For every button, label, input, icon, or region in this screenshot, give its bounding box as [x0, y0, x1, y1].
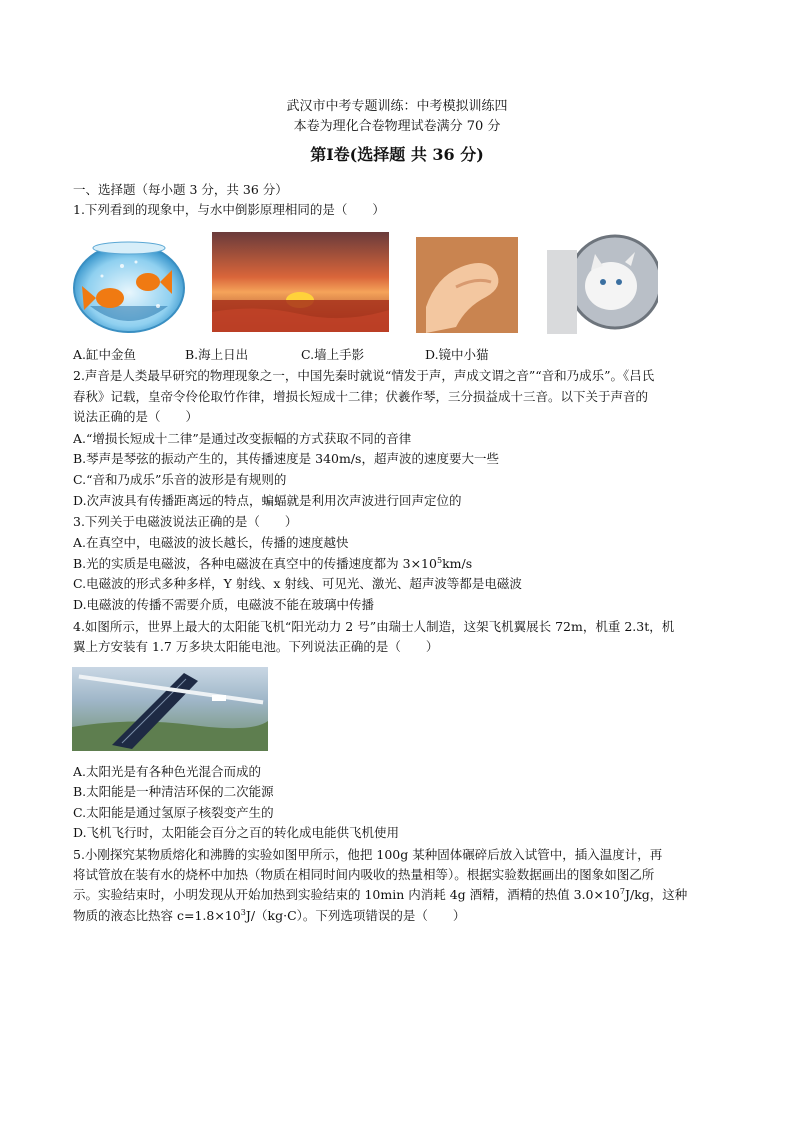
q2-option-a[interactable]: A.“增损长短成十二律”是通过改变振幅的方式获取不同的音律: [73, 431, 412, 446]
q1-option-a[interactable]: A.缸中金鱼: [73, 347, 137, 362]
exam-subtitle: 本卷为理化合卷物理试卷满分 70 分: [293, 119, 501, 134]
hand-shadow-image: [416, 237, 518, 333]
cat-mirror-image: [545, 230, 658, 334]
q2-option-c[interactable]: C.“音和乃成乐”乐音的波形是有规则的: [73, 472, 287, 487]
q5-stem-2: 将试管放在装有水的烧杯中加热（物质在相同时间内吸收的热量相等）。根据实验数据画出的图象如图乙所: [73, 867, 655, 882]
sunrise-image: [212, 232, 389, 332]
q5-stem-4-text: 物质的液态比热容 c=1.8×10: [73, 908, 241, 923]
q2-option-b[interactable]: B.琴声是琴弦的振动产生的，其传播速度是 340m/s，超声波的速度要大一些: [73, 451, 499, 466]
solar-plane-image: [72, 667, 268, 751]
q1-option-c[interactable]: C.墙上手影: [301, 347, 365, 362]
q2-stem-3: 说法正确的是（ ）: [73, 409, 199, 424]
part-heading: 一、选择题（每小题 3 分，共 36 分）: [73, 182, 288, 197]
q4-stem-1: 4.如图所示，世界上最大的太阳能飞机“阳光动力 2 号”由瑞士人制造，这架飞机翼展长 72m，机重 2.3t，机: [73, 619, 675, 634]
q5-stem-3-exponent: 7: [619, 886, 625, 896]
q3-option-b[interactable]: [73, 555, 723, 573]
q5-stem-4-exponent: 3: [240, 907, 246, 917]
exam-title: 武汉市中考专题训练：中考模拟训练四: [286, 99, 508, 114]
q2-option-d[interactable]: D.次声波具有传播距离远的特点，蝙蝠就是利用次声波进行回声定位的: [73, 493, 462, 508]
q5-stem-3: [73, 886, 723, 904]
q3-option-a[interactable]: A.在真空中，电磁波的波长越长，传播的速度越快: [73, 535, 349, 550]
q4-option-b[interactable]: B.太阳能是一种清洁环保的二次能源: [73, 784, 274, 799]
q1-option-b[interactable]: B.海上日出: [185, 347, 249, 362]
q3-option-b-text: B.光的实质是电磁波，各种电磁波在真空中的传播速度都为 3×10: [73, 556, 437, 571]
q5-stem-1: 5.小刚探究某物质熔化和沸腾的实验如图甲所示，他把 100g 某种固体碾碎后放入试管中，插入温度计，再: [73, 847, 663, 862]
q3-option-d[interactable]: D.电磁波的传播不需要介质，电磁波不能在玻璃中传播: [73, 597, 375, 612]
q5-stem-4: [73, 907, 723, 925]
q3-option-b-unit: km/s: [442, 556, 473, 571]
q5-stem-3-tail: J/kg，这种: [624, 887, 688, 902]
q1-option-d[interactable]: D.镜中小猫: [425, 347, 489, 362]
q4-option-c[interactable]: C.太阳能是通过氢原子核裂变产生的: [73, 805, 274, 820]
q4-option-a[interactable]: A.太阳光是有各种色光混合而成的: [73, 764, 262, 779]
q5-stem-3-text: 示。实验结束时，小明发现从开始加热到实验结束的 10min 内消耗 4g 酒精，酒精的热值 3.0×10: [73, 887, 620, 902]
q2-stem-2: 春秋》记载，皇帝令伶伦取竹作律，增损长短成十二律；伏羲作琴，三分损益成十三音。以下关于声音的: [73, 389, 649, 404]
q3-option-b-exponent: 5: [436, 555, 443, 565]
q5-stem-4-tail: J/（kg·C）。下列选项错误的是（ ）: [245, 908, 466, 923]
q2-stem-1: 2.声音是人类最早研究的物理现象之一，中国先秦时就说“情发于声，声成文谓之音”“音和乃成乐”。《吕氏: [73, 368, 655, 383]
q3-option-c[interactable]: C.电磁波的形式多种多样，Y 射线、x 射线、可见光、激光、超声波等都是电磁波: [73, 576, 522, 591]
q4-stem-2: 翼上方安装有 1.7 万多块太阳能电池。下列说法正确的是（ ）: [73, 639, 439, 654]
fishbowl-image: [72, 236, 186, 334]
q4-option-d[interactable]: D.飞机飞行时，太阳能会百分之百的转化成电能供飞机使用: [73, 825, 400, 840]
section-title: 第Ⅰ卷(选择题 共 36 分): [310, 146, 484, 164]
q1-stem: 1.下列看到的现象中，与水中倒影原理相同的是（ ）: [73, 202, 385, 217]
q3-stem: 3.下列关于电磁波说法正确的是（ ）: [73, 514, 298, 529]
